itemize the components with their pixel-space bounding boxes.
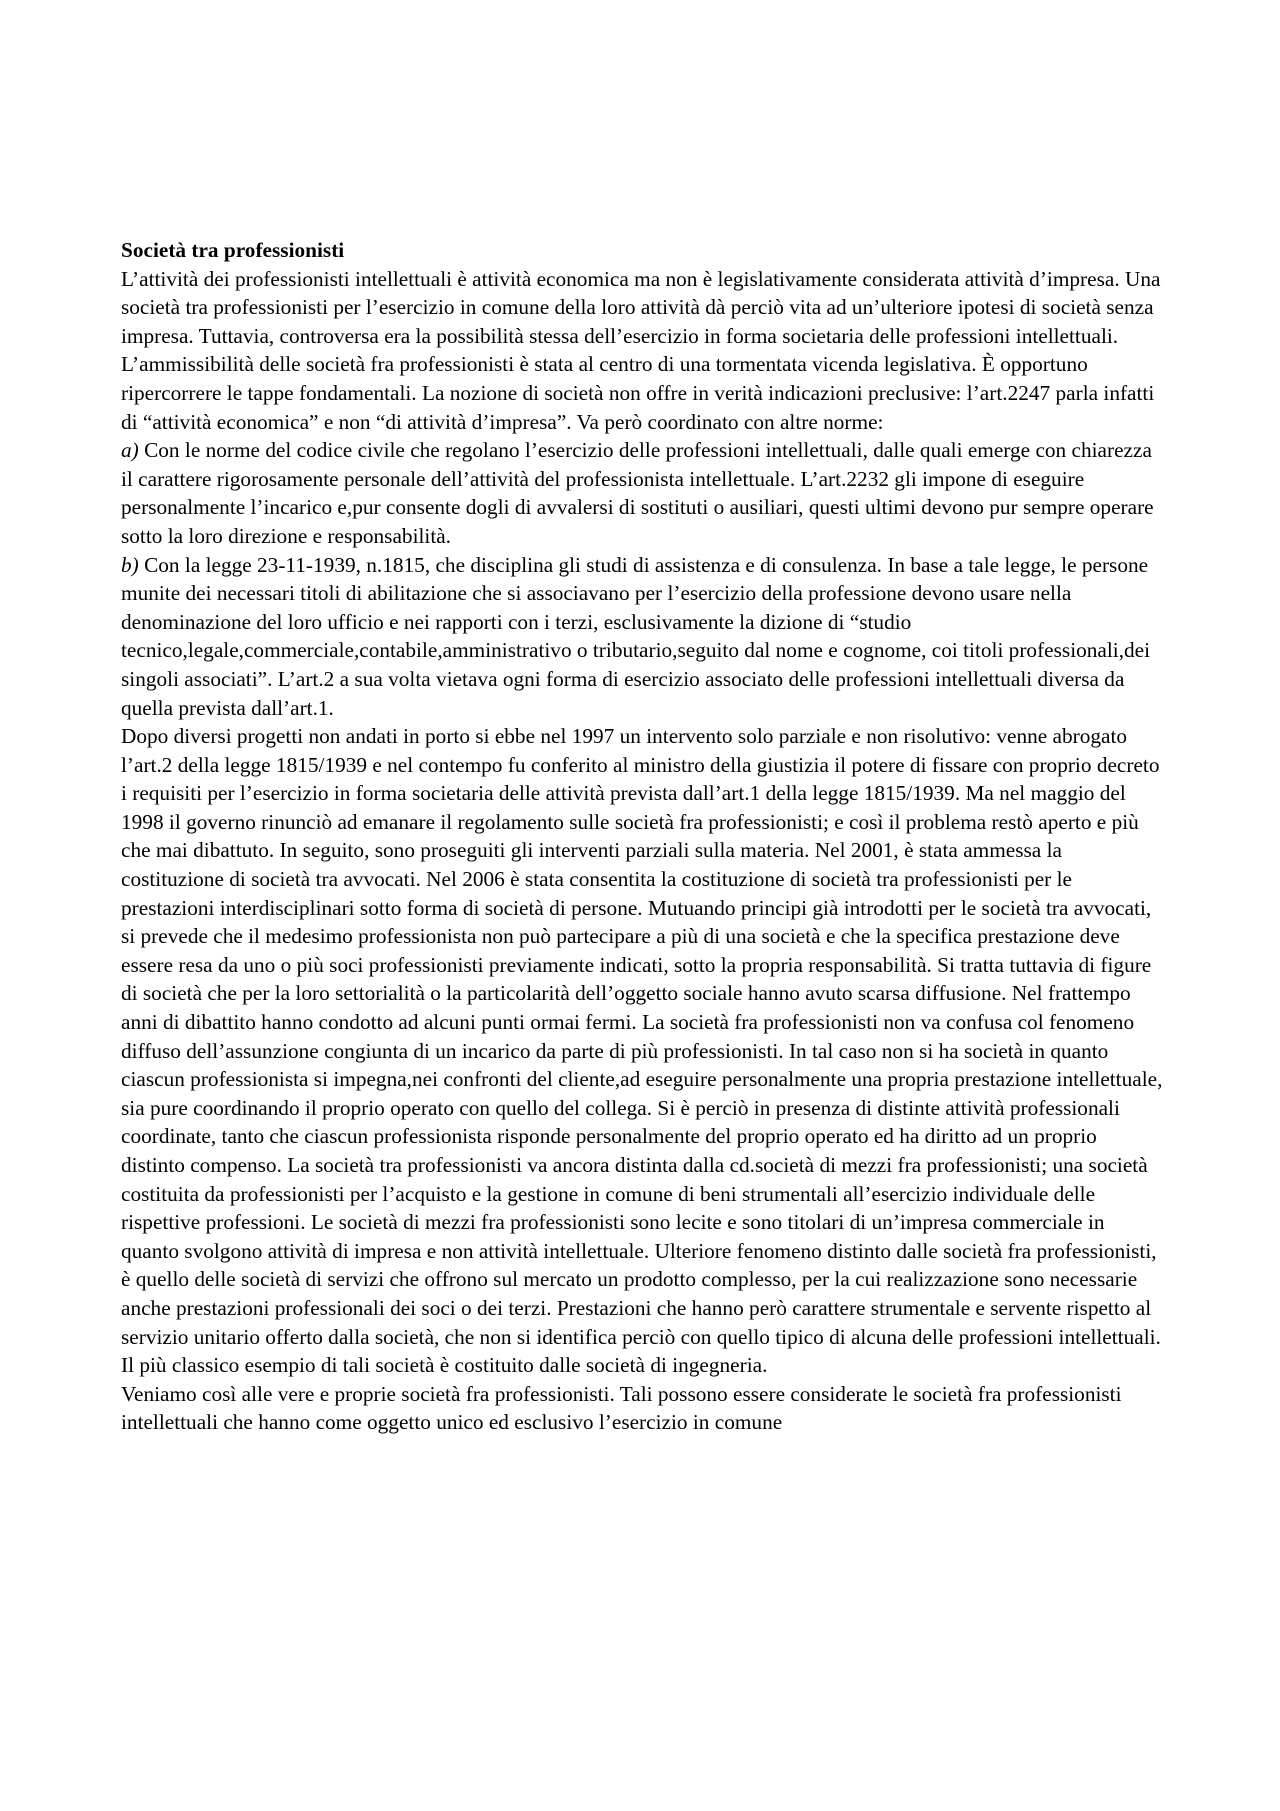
document-title: Società tra professionisti [121,238,345,262]
list-item-b-label: b) [121,552,139,577]
document-page [121,236,1166,1437]
list-item-a-label: a) [121,438,139,463]
list-item-b-text: Con la legge 23-11-1939, n.1815, che disciplina gli studi di assistenza e di consulenza. In base a tale legge, le persone munite dei necessari titoli di abilitazione che si associavano per l’esercizio della professione devono usare nella denominazione del loro ufficio e nei rapporti con i terzi, esclusivamente la dizione di “studio tecnico,legale,commerciale,contabile,amministrativo o tributario,seguito dal nome e cognome, coi titoli professionali,dei singoli associati”. L’art.2 a sua volta vietava ogni forma di esercizio associato delle professioni intellettuali diversa da quella prevista dall’art.1. [121,552,1151,720]
list-item-a-text: Con le norme del codice civile che regolano l’esercizio delle professioni intellettuali, dalle quali emerge con chiarezza il carattere rigorosamente personale dell’attività del professionista intellettuale. L’art.2232 gli impone di eseguire personalmente l’incarico e,pur consente dogli di avvalersi di sostituti o ausiliari, questi ultimi devono pur sempre operare sotto la loro direzione e responsabilità. [121,438,1154,548]
list-item-a [121,436,1166,550]
paragraph-history: Dopo diversi progetti non andati in porto si ebbe nel 1997 un intervento solo parziale e non risolutivo: venne abrogato l’art.2 della legge 1815/1939 e nel contempo fu conferito al ministro della giustizia il potere di fissare con proprio decreto i requisiti per l’esercizio in forma societaria delle attività prevista dall’art.1 della legge 1815/1939. Ma nel maggio del 1998 il governo rinunciò ad emanare il regolamento sulle società fra professionisti; e così il problema restò aperto e più che mai dibattuto. In seguito, sono proseguiti gli interventi parziali sulla materia. Nel 2001, è stata ammessa la costituzione di società tra avvocati. Nel 2006 è stata consentita la costituzione di società tra professionisti per le prestazioni interdisciplinari sotto forma di società di persone. Mutuando principi già introdotti per le società tra avvocati, si prevede che il medesimo professionista non può partecipare a più di una società e che la specifica prestazione deve essere resa da uno o più soci professionisti previamente indicati, sotto la propria responsabilità. Si tratta tuttavia di figure di società che per la loro settorialità o la particolarità dell’oggetto sociale hanno avuto scarsa diffusione. Nel frattempo anni di dibattito hanno condotto ad alcuni punti ormai fermi. La società fra professionisti non va confusa col fenomeno diffuso dell’assunzione congiunta di un incarico da parte di più professionisti. In tal caso non si ha società in quanto ciascun professionista si impegna,nei confronti del cliente,ad eseguire personalmente una propria prestazione intellettuale, sia pure coordinando il proprio operato con quello del collega. Si è perciò in presenza di distinte attività professionali coordinate, tanto che ciascun professionista risponde personalmente del proprio operato ed ha diritto ad un proprio distinto compenso. La società tra professionisti va ancora distinta dalla cd.società di mezzi fra professionisti; una società costituita da professionisti per l’acquisto e la gestione in comune di beni strumentali all’esercizio individuale delle rispettive professioni. Le società di mezzi fra professionisti sono lecite e sono titolari di un’impresa commerciale in quanto svolgono attività di impresa e non attività intellettuale. Ulteriore fenomeno distinto dalle società fra professionisti, è quello delle società di servizi che offrono sul mercato un prodotto complesso, per la cui realizzazione sono necessarie anche prestazioni professionali dei soci o dei terzi. Prestazioni che hanno però carattere strumentale e servente rispetto al servizio unitario offerto dalla società, che non si identifica perciò con quello tipico di alcuna delle professioni intellettuali. Il più classico esempio di tali società è costituito dalle società di ingegneria. [121,724,1163,1378]
paragraph-intro: L’attività dei professionisti intellettuali è attività economica ma non è legislativamente considerata attività d’impresa. Una società tra professionisti per l’esercizio in comune della loro attività dà perciò vita ad un’ulteriore ipotesi di società senza impresa. Tuttavia, controversa era la possibilità stessa dell’esercizio in forma societaria delle professioni intellettuali. L’ammissibilità delle società fra professionisti è stata al centro di una tormentata vicenda legislativa. È opportuno ripercorrere le tappe fondamentali. La nozione di società non offre in verità indicazioni preclusive: l’art.2247 parla infatti di “attività economica” e non “di attività d’impresa”. Va però coordinato con altre norme: [121,266,1161,434]
list-item-b [121,551,1166,723]
paragraph-conclusion: Veniamo così alle vere e proprie società fra professionisti. Tali possono essere considerate le società fra professionisti intellettuali che hanno come oggetto unico ed esclusivo l’esercizio in comune [121,1381,1122,1435]
